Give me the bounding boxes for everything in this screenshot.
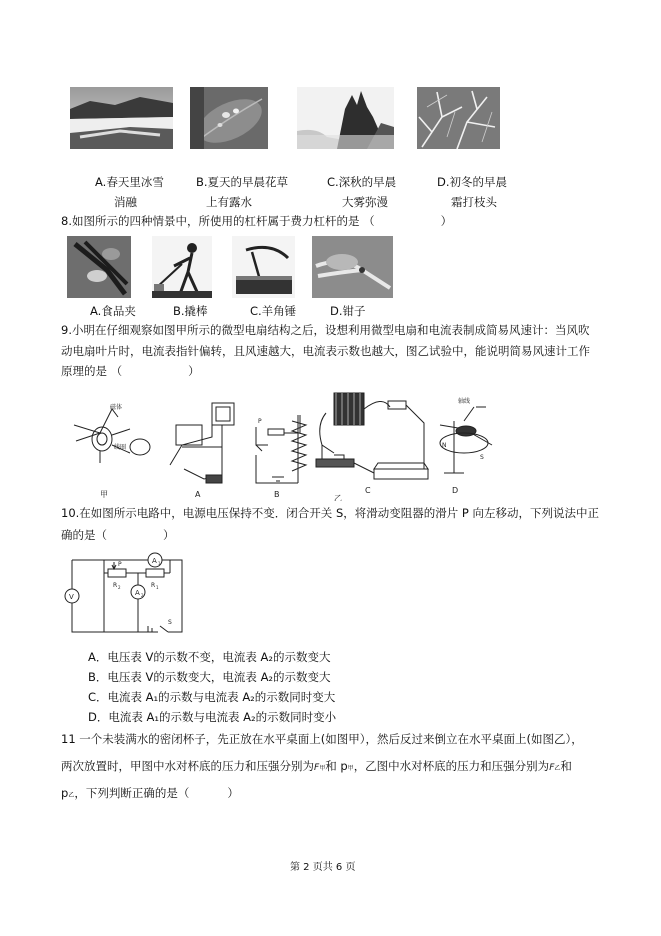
q10-a2-sub: 2 [141, 593, 144, 598]
q10-r2-sub: 2 [118, 585, 121, 590]
q8-option-d: D.钳子 [330, 304, 366, 318]
q9-label-magnet: 磁体 [110, 404, 123, 411]
fog-mountain-photo [297, 87, 394, 149]
q10-line2: 确的是（ ） [61, 528, 175, 542]
q10-r1-sub: 1 [156, 585, 159, 590]
q9-label-coil: 线圈 [114, 444, 127, 451]
q9-label-c: C [365, 486, 371, 495]
q8-option-b: B.撬棒 [173, 304, 208, 318]
q10-a1-sub: 1 [158, 561, 161, 566]
q9-label-d: D [452, 486, 459, 495]
claw-hammer-photo [232, 236, 295, 298]
q9-figure-svg [72, 385, 502, 501]
q9-label-s: S [480, 454, 484, 461]
q7-option-c-line1: C.深秋的早晨 [327, 175, 397, 189]
q10-s-label: S [168, 619, 172, 626]
q7-option-b-line1: B.夏天的早晨花草 [196, 175, 289, 189]
q10-line1: 10.在如图所示电路中，电源电压保持不变．闭合开关 S，将滑动变阻器的滑片 P 向左移动，下列说法中正 [61, 506, 599, 520]
q10-r2-label: R [113, 582, 118, 589]
q9-line1: 9.小明在仔细观察如图甲所示的微型电扇结构之后，设想利用微型电扇和电流表制成简易风速计：当风吹 [61, 323, 590, 337]
pliers-photo [312, 236, 393, 298]
q7-option-c-line2: 大雾弥漫 [342, 195, 388, 209]
q7-option-d-line1: D.初冬的早晨 [437, 175, 508, 189]
q9-label-axis: 轴线 [458, 398, 471, 405]
frost-branch-photo [417, 87, 500, 149]
q8-option-c: C.羊角锤 [250, 304, 297, 318]
q10-a1-label: A [152, 557, 157, 565]
page-footer: 第 2 页共 6 页 [290, 862, 356, 873]
q10-circuit [64, 548, 188, 640]
q11-line1: 11 一个未装满水的密闭杯子，先正放在水平桌面上(如图甲），然后反过来倒立在水平桌面上(如图乙）， [61, 732, 583, 746]
q10-option-d: D．电流表 A₁的示数与电流表 A₂的示数同时变小 [88, 710, 337, 724]
q11-line2: 两次放置时，甲图中水对杯底的压力和压强分别为F甲和 p甲，乙图中水对杯底的压力和压强分别为F乙和 [61, 759, 572, 773]
q9-label-yi: 乙 [334, 494, 342, 501]
q10-option-a: A．电压表 V的示数不变，电流表 A₂的示数变大 [88, 650, 331, 664]
q10-v-label: V [69, 593, 74, 601]
q9-label-a: A [195, 490, 201, 499]
q8-stem: 8.如图所示的四种情景中，所使用的杠杆属于费力杠杆的是 （ ） [61, 214, 453, 228]
q9-label-n: N [442, 442, 447, 449]
q10-option-c: C．电流表 A₁的示数与电流表 A₂的示数同时变大 [88, 690, 336, 704]
q7-option-b-line2: 上有露水 [206, 195, 252, 209]
q10-a2-label: A [135, 589, 140, 597]
q7-option-a-line1: A.春天里冰雪 [95, 175, 164, 189]
crowbar-photo [152, 236, 212, 298]
q9-figure [72, 385, 502, 501]
q9-line3: 原理的是 （ ） [61, 364, 200, 378]
q10-r1-label: R [151, 582, 156, 589]
q7-option-d-line2: 霜打枝头 [451, 195, 497, 209]
dew-leaf-photo [190, 87, 268, 149]
q10-p-label: P [118, 561, 122, 568]
q9-label-jia: 甲 [100, 490, 108, 499]
q9-label-b: B [274, 490, 280, 499]
food-tongs-photo [67, 236, 131, 298]
snow-river-photo [70, 87, 173, 149]
q11-line3: p乙，下列判断正确的是（ ） [61, 786, 239, 800]
q10-option-b: B．电压表 V的示数变大，电流表 A₂的示数变大 [88, 670, 331, 684]
q7-option-a-line2: 消融 [114, 195, 137, 209]
q8-option-a: A.食品夹 [90, 304, 136, 318]
q9-label-p: P [258, 418, 262, 425]
q9-line2: 动电扇叶片时，电流表指针偏转，且风速越大，电流表示数也越大，图乙试验中，能说明简易风速计工作 [61, 344, 590, 358]
